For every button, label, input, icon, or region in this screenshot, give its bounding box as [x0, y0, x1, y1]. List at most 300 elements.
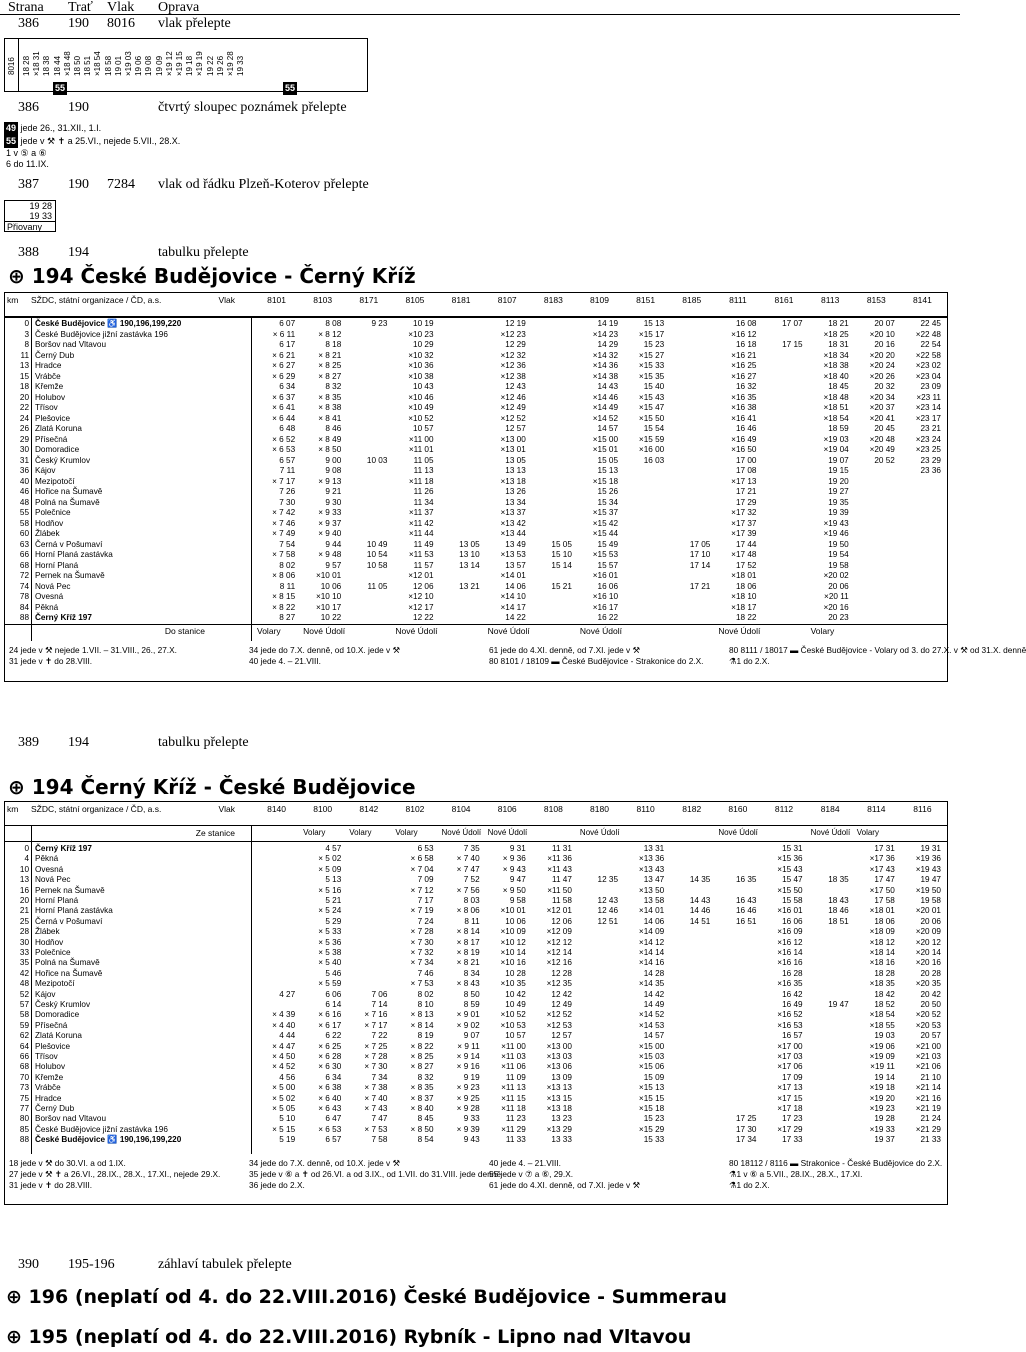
station-km: 0 — [24, 844, 29, 853]
departure-time: 12 42 — [551, 989, 572, 999]
footnote: 36 jede do 2.X. — [249, 1180, 305, 1190]
departure-time: × 8 22 — [272, 602, 296, 612]
row-strana: 386 — [18, 16, 39, 31]
station-km: 78 — [19, 592, 29, 601]
station-name: Vrábče — [35, 1083, 61, 1093]
row-strana: 386 — [18, 100, 39, 115]
row-oprava: čtvrtý sloupec poznámek přelepte — [158, 100, 347, 115]
departure-time: 12 35 — [597, 875, 619, 885]
departure-time: 9 58 — [509, 896, 526, 905]
station-km: 20 — [19, 392, 29, 402]
departure-time: ×20 16 — [823, 602, 849, 612]
header-train-number: 8107 — [497, 295, 517, 305]
departure-time: 6 47 — [325, 1114, 342, 1124]
box-label: Přiovany — [5, 221, 55, 232]
header-train-number: 8110 — [636, 804, 655, 814]
footnote: ⚗1 do 2.X. — [729, 1180, 770, 1190]
departure-time: 12 06 — [551, 916, 572, 926]
departure-time: ×17 39 — [731, 529, 757, 538]
station-km: 20 — [19, 896, 29, 905]
departure-time: 11 09 — [505, 1072, 526, 1082]
departure-time: × 7 40 — [456, 854, 480, 864]
departure-time: ×10 53 — [500, 1020, 526, 1030]
departure-time: 5 13 — [325, 875, 342, 885]
departure-time: ×19 50 — [915, 885, 941, 895]
departure-time: 10 03 — [366, 455, 388, 465]
departure-time: 15 49 — [597, 539, 619, 549]
train-8016-strip — [4, 38, 368, 92]
header-train-number: 8105 — [405, 295, 425, 305]
departure-time: 9 23 — [371, 319, 388, 328]
departure-time: 18 22 — [735, 613, 757, 622]
header-km: km — [7, 804, 19, 814]
departure-time: ×13 53 — [500, 550, 526, 559]
departure-time: ×12 17 — [408, 602, 434, 612]
from-station: Nové Údolí — [718, 828, 758, 837]
departure-time: ×16 14 — [777, 948, 803, 957]
departure-time: × 9 25 — [456, 1093, 480, 1103]
departure-time: ×19 06 — [869, 1041, 895, 1051]
departure-time: × 5 09 — [318, 864, 342, 874]
departure-time: 14 49 — [643, 1000, 665, 1009]
departure-time: 7 17 — [417, 896, 434, 905]
departure-time: 20 45 — [874, 424, 895, 433]
departure-time: ×18 35 — [869, 979, 895, 989]
departure-time: 5 21 — [325, 896, 342, 905]
strip-time: 18 58 — [103, 55, 113, 76]
station-name: Horní Planá zastávka — [35, 550, 113, 559]
departure-time: 7 30 — [279, 497, 296, 507]
departure-time: × 8 19 — [456, 948, 480, 957]
departure-time: 13 49 — [505, 539, 526, 549]
strip-time: ×19 19 — [195, 51, 205, 76]
departure-time: × 8 06 — [272, 571, 296, 580]
departure-time: ×11 50 — [547, 885, 572, 895]
departure-time: 9 30 — [325, 497, 342, 507]
departure-time: 19 39 — [828, 508, 849, 517]
departure-time: 16 35 — [735, 875, 757, 885]
departure-time: × 7 28 — [364, 1052, 388, 1061]
departure-time: 7 22 — [371, 1031, 388, 1041]
station-km: 85 — [19, 1124, 29, 1134]
departure-time: ×10 52 — [408, 413, 434, 423]
departure-time: × 7 30 — [410, 937, 434, 947]
departure-time: ×10 49 — [408, 403, 434, 412]
departure-time: ×10 16 — [500, 958, 526, 968]
footnote: 80 8111 / 18017 ▬ České Budějovice - Volary od 3. do 27.X. v ⚒ od 31.X. denně — [729, 645, 1026, 655]
station-km: 77 — [19, 1104, 29, 1113]
station-km: 30 — [19, 937, 29, 947]
departure-time: × 7 53 — [364, 1124, 388, 1134]
departure-time: × 8 50 — [318, 445, 342, 454]
departure-time: × 6 27 — [272, 361, 296, 370]
departure-time: 17 33 — [782, 1135, 803, 1145]
station-name: Zlatá Koruna — [35, 424, 82, 433]
departure-time: ×14 32 — [592, 350, 619, 360]
departure-time: ×18 09 — [869, 927, 895, 937]
departure-time: 8 03 — [463, 896, 480, 905]
departure-time: ×17 32 — [731, 508, 757, 517]
departure-time: 10 06 — [320, 581, 342, 591]
departure-time: 19 54 — [828, 550, 849, 559]
departure-time: 17 07 — [782, 319, 803, 328]
header-train-number: 8181 — [451, 295, 471, 305]
departure-time: ×11 29 — [501, 1124, 526, 1134]
header-vlak: Vlak — [218, 295, 235, 305]
departure-time: 8 27 — [279, 613, 296, 622]
departure-time: ×19 09 — [869, 1052, 895, 1061]
from-station: Volary — [349, 828, 372, 837]
strip-note-left: 55 — [55, 83, 66, 93]
departure-time: 17 00 — [735, 455, 757, 465]
departure-time: ×18 25 — [823, 329, 849, 339]
departure-time: 19 14 — [874, 1072, 895, 1082]
departure-time: 20 28 — [920, 968, 941, 978]
departure-time: × 5 00 — [272, 1083, 296, 1093]
departure-time: ×19 23 — [869, 1104, 895, 1113]
departure-time: ×14 16 — [638, 958, 665, 968]
departure-time: 14 42 — [643, 989, 665, 999]
row-oprava: záhlaví tabulek přelepte — [158, 1257, 292, 1272]
departure-time: ×15 03 — [638, 1052, 665, 1061]
departure-time: 10 49 — [366, 539, 388, 549]
departure-time: 12 22 — [413, 613, 434, 622]
header-train-number: 8103 — [313, 295, 333, 305]
departure-time: ×10 36 — [408, 361, 434, 370]
row-oprava: tabulku přelepte — [158, 735, 249, 750]
departure-time: 18 43 — [828, 896, 849, 905]
departure-time: 8 02 — [279, 560, 296, 570]
departure-time: ×17 13 — [777, 1083, 803, 1093]
departure-time: ×15 27 — [638, 350, 665, 360]
departure-time: ×23 04 — [915, 371, 941, 381]
station-name: České Budějovice ♿ 190,196,199,220 — [35, 1135, 182, 1145]
departure-time: ×16 09 — [777, 927, 803, 937]
header-train-number: 8182 — [682, 804, 702, 814]
departure-time: 19 47 — [828, 1000, 849, 1009]
departure-time: ×13 37 — [500, 508, 526, 517]
departure-time: 17 44 — [735, 539, 757, 549]
departure-time: 9 08 — [325, 466, 342, 475]
departure-time: ×12 01 — [546, 906, 572, 916]
box-time-2: 19 33 — [29, 211, 52, 221]
departure-time: ×15 01 — [592, 445, 619, 454]
station-name: Pernek na Šumavě — [35, 885, 105, 895]
departure-time: 11 05 — [413, 455, 434, 465]
departure-time: ×18 51 — [823, 403, 849, 412]
footnote: 27 jede v ⚒ ✝ a 26.VI., 28.IX., 28.X., 17.XI., nejede 29.X. — [9, 1169, 221, 1179]
departure-time: 17 29 — [735, 497, 757, 507]
departure-time: 16 18 — [735, 340, 757, 349]
station-km: 40 — [19, 476, 29, 486]
departure-time: ×15 37 — [592, 508, 619, 517]
station-name: Boršov nad Vltavou — [35, 1114, 107, 1124]
departure-time: ×23 24 — [915, 434, 941, 444]
row-strana: 388 — [18, 245, 39, 260]
departure-time: ×14 09 — [638, 927, 665, 937]
departure-time: ×17 37 — [731, 518, 757, 528]
destination-station: Nové Údolí — [579, 625, 622, 636]
departure-time: × 8 41 — [318, 413, 342, 423]
station-name: Český Krumlov — [35, 455, 91, 465]
departure-time: × 6 25 — [318, 1041, 342, 1051]
station-km: 33 — [19, 948, 29, 957]
station-name: Vrábče — [35, 371, 61, 381]
departure-time: ×10 35 — [500, 979, 526, 989]
departure-time: ×23 17 — [915, 413, 941, 423]
station-name: Polečnice — [35, 508, 71, 517]
departure-time: ×13 15 — [546, 1093, 572, 1103]
train-7284-box — [4, 200, 56, 232]
departure-time: 6 17 — [279, 340, 296, 349]
station-km: 0 — [24, 319, 29, 328]
footnote: 31 jede v ✝ do 28.VIII. — [9, 656, 93, 666]
column-divider — [31, 317, 32, 641]
departure-time: 16 46 — [735, 424, 757, 433]
departure-time: × 8 49 — [318, 434, 342, 444]
departure-time: 7 54 — [279, 539, 296, 549]
station-name: Hradce — [35, 1093, 62, 1103]
departure-time: 18 06 — [735, 581, 757, 591]
departure-time: 8 50 — [463, 989, 480, 999]
departure-time: 13 26 — [505, 487, 526, 496]
row-trat: 190 — [68, 16, 89, 31]
departure-time: ×18 14 — [869, 948, 895, 957]
departure-time: 6 34 — [325, 1072, 342, 1082]
departure-time: × 7 25 — [364, 1041, 388, 1051]
departure-time: 8 19 — [417, 1031, 434, 1041]
departure-time: ×17 03 — [777, 1052, 803, 1061]
departure-time: 23 29 — [920, 455, 941, 465]
departure-time: 4 27 — [279, 989, 296, 999]
departure-time: 22 45 — [920, 319, 941, 328]
departure-time: 13 10 — [459, 550, 480, 559]
station-km: 55 — [19, 508, 29, 517]
departure-time: 7 34 — [371, 1072, 388, 1082]
departure-time: ×20 52 — [915, 1010, 941, 1020]
departure-time: 15 58 — [782, 896, 803, 905]
departure-time: × 8 43 — [456, 979, 480, 989]
departure-time: 19 07 — [828, 455, 849, 465]
departure-time: 17 47 — [874, 875, 895, 885]
departure-time: ×19 33 — [869, 1124, 895, 1134]
departure-time: × 8 27 — [318, 371, 342, 381]
departure-time: 19 03 — [874, 1031, 895, 1041]
departure-time: 12 57 — [505, 424, 526, 433]
departure-time: 15 57 — [597, 560, 619, 570]
departure-time: × 8 13 — [410, 1010, 434, 1020]
departure-time: × 6 28 — [318, 1052, 342, 1061]
departure-time: × 9 23 — [456, 1083, 480, 1093]
station-km: 68 — [19, 560, 29, 570]
departure-time: 20 06 — [920, 916, 941, 926]
departure-time: ×20 26 — [869, 371, 895, 381]
departure-time: ×13 01 — [500, 445, 526, 454]
station-name: Mezipotočí — [35, 979, 75, 989]
departure-time: 16 42 — [782, 989, 803, 999]
departure-time: 21 24 — [920, 1114, 941, 1124]
departure-time: 12 43 — [505, 382, 526, 391]
departure-time: 12 28 — [551, 968, 572, 978]
departure-time: 14 19 — [597, 319, 619, 328]
departure-time: 13 21 — [459, 581, 480, 591]
station-km: 31 — [19, 455, 29, 465]
departure-time: ×18 34 — [823, 350, 849, 360]
departure-time: ×14 46 — [592, 392, 619, 402]
departure-time: ×15 33 — [638, 361, 665, 370]
departure-time: ×14 52 — [638, 1010, 665, 1020]
header-train-number: 8141 — [912, 295, 932, 305]
departure-time: ×11 00 — [501, 1041, 526, 1051]
departure-time: ×12 35 — [546, 979, 572, 989]
footnote: 40 jede 4. – 21.VIII. — [489, 1158, 561, 1168]
departure-time: 6 06 — [325, 989, 342, 999]
destination-station: Volary — [810, 625, 835, 636]
departure-time: ×14 35 — [638, 979, 665, 989]
departure-time: 9 47 — [509, 875, 526, 885]
departure-time: 11 23 — [505, 1114, 526, 1124]
departure-time: ×19 20 — [869, 1093, 895, 1103]
station-name: Pernek na Šumavě — [35, 571, 105, 580]
departure-time: 17 14 — [689, 560, 711, 570]
station-name: České Budějovice jižní zastávka 196 — [35, 329, 168, 339]
departure-time: 7 09 — [417, 875, 434, 885]
departure-time: × 8 17 — [456, 937, 480, 947]
row-strana: 390 — [18, 1257, 39, 1272]
departure-time: 17 08 — [735, 466, 757, 475]
departure-time: × 6 52 — [272, 434, 296, 444]
departure-time: 22 54 — [920, 340, 941, 349]
footnote: 55 jede v ⑦ a ⑥, 29.X. — [489, 1169, 574, 1179]
station-name: České Budějovice jižní zastávka 196 — [35, 1124, 168, 1134]
departure-time: ×14 01 — [500, 571, 526, 580]
strip-time: 19 18 — [185, 55, 195, 76]
departure-time: 12 43 — [597, 896, 619, 905]
departure-time: ×14 52 — [592, 413, 619, 423]
departure-time: 7 24 — [417, 916, 434, 926]
header-train-number: 8113 — [821, 295, 840, 305]
departure-time: ×16 01 — [592, 571, 619, 580]
column-divider — [251, 317, 252, 641]
departure-time: ×13 00 — [546, 1041, 572, 1051]
strip-time: 19 08 — [144, 55, 154, 76]
header-strana: Strana — [8, 0, 44, 15]
departure-time: × 9 33 — [318, 508, 342, 517]
station-km: 70 — [19, 1072, 29, 1082]
station-km: 72 — [19, 571, 29, 580]
departure-time: ×15 13 — [638, 1083, 665, 1093]
departure-time: 14 43 — [597, 382, 619, 391]
departure-time: × 6 30 — [318, 1062, 342, 1072]
departure-time: 14 35 — [689, 875, 711, 885]
row-oprava: vlak od řádku Plzeň-Koterov přelepte — [158, 177, 369, 192]
departure-time: ×12 53 — [546, 1020, 572, 1030]
departure-time: 21 33 — [920, 1135, 941, 1145]
station-name: Žlábek — [35, 927, 60, 937]
strip-time: 18 28 — [22, 55, 31, 76]
departure-time: ×13 42 — [500, 518, 526, 528]
table-196-title: ⊕ 196 (neplatí od 4. do 22.VIII.2016) České Budějovice - Summerau — [6, 1286, 728, 1308]
departure-time: ×14 12 — [638, 937, 665, 947]
departure-time: 5 10 — [279, 1114, 296, 1124]
departure-time: 10 54 — [366, 550, 388, 559]
departure-time: ×15 29 — [638, 1124, 665, 1134]
departure-time: 10 29 — [413, 340, 434, 349]
strip-time: 18 38 — [42, 55, 52, 76]
departure-time: 7 26 — [279, 487, 296, 496]
station-km: 11 — [20, 350, 29, 360]
departure-time: × 6 41 — [272, 403, 296, 412]
station-km: 13 — [19, 875, 29, 885]
departure-time: 23 36 — [920, 466, 941, 475]
station-name: Přísečná — [35, 434, 68, 444]
departure-time: × 6 44 — [272, 413, 296, 423]
departure-time: 13 57 — [505, 560, 526, 570]
departure-time: 19 37 — [874, 1135, 895, 1145]
departure-time: 8 32 — [325, 382, 342, 391]
departure-time: ×10 17 — [315, 602, 342, 612]
destination-station: Nové Údolí — [395, 625, 438, 636]
departure-time: × 8 15 — [272, 592, 296, 601]
station-name: Boršov nad Vltavou — [35, 340, 107, 349]
from-station: Volary — [856, 828, 879, 837]
station-name: Polná na Šumavě — [35, 497, 100, 507]
departure-time: 15 26 — [597, 487, 619, 496]
departure-time: 16 28 — [782, 968, 803, 978]
header-train-number: 8108 — [543, 804, 563, 814]
departure-time: ×17 43 — [869, 864, 895, 874]
departure-time: ×16 01 — [777, 906, 803, 916]
departure-time: 18 46 — [828, 906, 849, 916]
departure-time: ×12 10 — [408, 592, 434, 601]
departure-time: 20 52 — [874, 455, 895, 465]
station-km: 36 — [19, 466, 29, 475]
departure-time: 15 40 — [643, 382, 665, 391]
station-km: 48 — [19, 497, 29, 507]
departure-time: 8 45 — [417, 1114, 434, 1124]
departure-time: ×16 00 — [638, 445, 665, 454]
station-km: 74 — [19, 581, 29, 591]
departure-time: × 4 40 — [272, 1020, 296, 1030]
station-name: Polečnice — [35, 948, 71, 957]
departure-time: ×20 41 — [869, 413, 895, 423]
departure-time: ×12 14 — [546, 948, 572, 957]
departure-time: × 4 52 — [272, 1062, 296, 1072]
departure-time: ×11 00 — [408, 434, 434, 444]
header-train-number: 8185 — [682, 295, 702, 305]
departure-time: ×15 53 — [592, 550, 619, 559]
station-name: Domoradice — [35, 1010, 80, 1020]
departure-time: ×11 15 — [501, 1093, 526, 1103]
departure-time: × 6 53 — [318, 1124, 342, 1134]
header-oprava: Oprava — [158, 0, 200, 15]
departure-time: 16 43 — [735, 896, 757, 905]
station-name: Hodňov — [35, 518, 64, 528]
departure-time: 18 59 — [828, 424, 849, 433]
strip-time: ×18 48 — [62, 51, 72, 76]
departure-time: 14 51 — [689, 916, 711, 926]
departure-time: 19 58 — [920, 896, 941, 905]
departure-time: 15 23 — [643, 1114, 665, 1124]
box-time-1: 19 28 — [29, 201, 52, 211]
departure-time: × 9 11 — [457, 1041, 480, 1051]
departure-time: ×17 29 — [777, 1124, 803, 1134]
departure-time: 18 21 — [828, 319, 849, 328]
departure-time: 11 33 — [505, 1135, 526, 1145]
departure-time: ×20 49 — [869, 445, 895, 454]
station-km: 28 — [19, 927, 29, 937]
departure-time: ×20 37 — [869, 403, 895, 412]
